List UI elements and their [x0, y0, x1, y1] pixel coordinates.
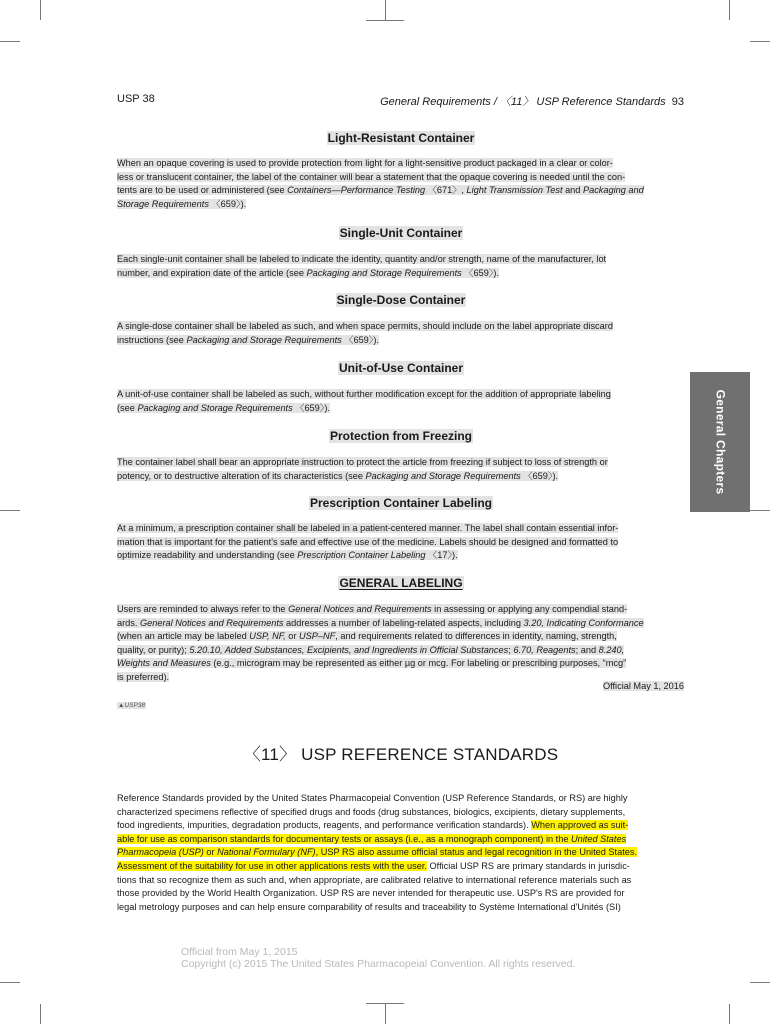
crop-mark — [385, 1004, 386, 1024]
section-title-light-resistant: Light-Resistant Container — [327, 131, 475, 145]
section-title-single-unit: Single-Unit Container — [339, 226, 463, 240]
section-title-single-dose: Single-Dose Container — [336, 293, 466, 307]
paragraph-single-unit: Each single-unit container shall be labeled to indicate the identity, quantity and/or strength, name of the manufacturer, lot number, and expiration date of the article (see Packaging and Storage Requirements 〈659〉). — [117, 254, 607, 278]
footer-copyright-line: Copyright (c) 2015 The United States Pharmacopeial Convention. All rights reserved. — [181, 958, 576, 970]
revision-marker: ▲USP38 — [118, 702, 146, 709]
crop-mark — [750, 510, 770, 511]
paragraph-protection-from-freezing: The container label shall bear an appropriate instruction to protect the article from freezing if subject to loss of strength or potency, or to destructive alteration of its characteristics (see Packaging and Storage Requirements 〈659〉). — [117, 457, 608, 481]
crop-mark — [729, 1004, 730, 1024]
paragraph-general-labeling: Users are reminded to always refer to the General Notices and Requirements in assessing or applying any compendial stand- ards. General Notices and Requirements addresses a number of labeling-related aspects, including 3.20, Indicating Conformance (when an article may be labeled USP, NF, or USP–NF, and requirements related to differences in identity, naming, strength, quality, or purity); 5.20.10, Added Substances, Excipients, and Ingredients in Official Substances; 6.70, Reagents; and 8.240, Weights and Measures (e.g., microgram may be represented as either µg or mcg. For labeling or prescribing purposes, “mcg” is preferred). — [117, 604, 644, 682]
chapter-side-tab — [690, 372, 750, 512]
chapter-title: 〈11〉 USP REFERENCE STANDARDS — [243, 745, 559, 764]
crop-mark — [0, 982, 20, 983]
crop-mark — [750, 982, 770, 983]
paragraph-prescription-container: At a minimum, a prescription container shall be labeled in a patient-centered manner. The label shall contain essential infor- mation that is important for the patient's safe and effective use of the medicine. Labels should be designed and formatted to optimize readability and understanding (see Prescription Container Labeling 〈17〉). — [117, 523, 619, 561]
crop-mark — [0, 41, 20, 42]
section-title-unit-of-use: Unit-of-Use Container — [339, 361, 463, 375]
section-title-prescription-container: Prescription Container Labeling — [309, 496, 493, 510]
paragraph-chapter-intro: Reference Standards provided by the United States Pharmacopeial Convention (USP Reference Standards, or RS) are highly characterized specimens reflective of specified drugs and foods (drug substances, biologics, excipients, dietary supplements, food ingredients, impurities, degradation products, reagents, and performance verification standards). When approved as suit- able for use as comparison standards for documentary tests or assays (i.e., as a monograph component) in the United States Pharmacopeia (USP) or National Formulary (NF), USP RS also assume official status and legal recognition in the United States. Assessment of the suitability for use in other applications rests with the user. Official USP RS are primary standards in jurisdic- tions that so recognize them as such and, when appropriate, are calibrated relative to international reference materials such as those provided by the World Health Organization. USP RS are never intended for therapeutic use. USP's RS are provided for legal metrology purposes and can help ensure comparability of results and traceability to Système International d'Unités (SI) — [117, 793, 638, 912]
header-title: General Requirements / 〈11〉 USP Reference Standards — [380, 96, 666, 108]
paragraph-single-dose: A single-dose container shall be labeled as such, and when space permits, should include on the label appropriate discard instructions (see Packaging and Storage Requirements 〈659〉). — [117, 321, 613, 345]
running-header-left: USP 38 — [117, 93, 155, 105]
crop-mark — [385, 0, 386, 20]
crop-mark — [40, 0, 41, 20]
crop-mark — [40, 1004, 41, 1024]
paragraph-light-resistant: When an opaque covering is used to provide protection from light for a light-sensitive product packaged in a clear or color- less or translucent container, the label of the container will bear a statement that the opaque covering is needed until the con- tents are to be used or administered (see Containers—Performance Testing 〈671〉, Light Transmission Test and Packaging and Storage Requirements 〈659〉). — [117, 158, 644, 209]
official-date: Official May 1, 2016 — [602, 681, 684, 691]
paragraph-unit-of-use: A unit-of-use container shall be labeled as such, without further modification except for the addition of appropriate labeling (see Packaging and Storage Requirements 〈659〉). — [117, 389, 611, 413]
crop-mark — [366, 20, 404, 21]
running-header-right — [380, 93, 684, 109]
page-number: 93 — [671, 96, 684, 108]
section-title-general-labeling: GENERAL LABELING — [339, 576, 463, 590]
copyright-footer — [181, 946, 575, 970]
crop-mark — [0, 510, 20, 511]
footer-official-line: Official from May 1, 2015 — [181, 946, 298, 958]
section-title-protection-from-freezing: Protection from Freezing — [329, 429, 472, 443]
side-tab-label: General Chapters — [713, 389, 727, 495]
crop-mark — [750, 41, 770, 42]
crop-mark — [729, 0, 730, 20]
